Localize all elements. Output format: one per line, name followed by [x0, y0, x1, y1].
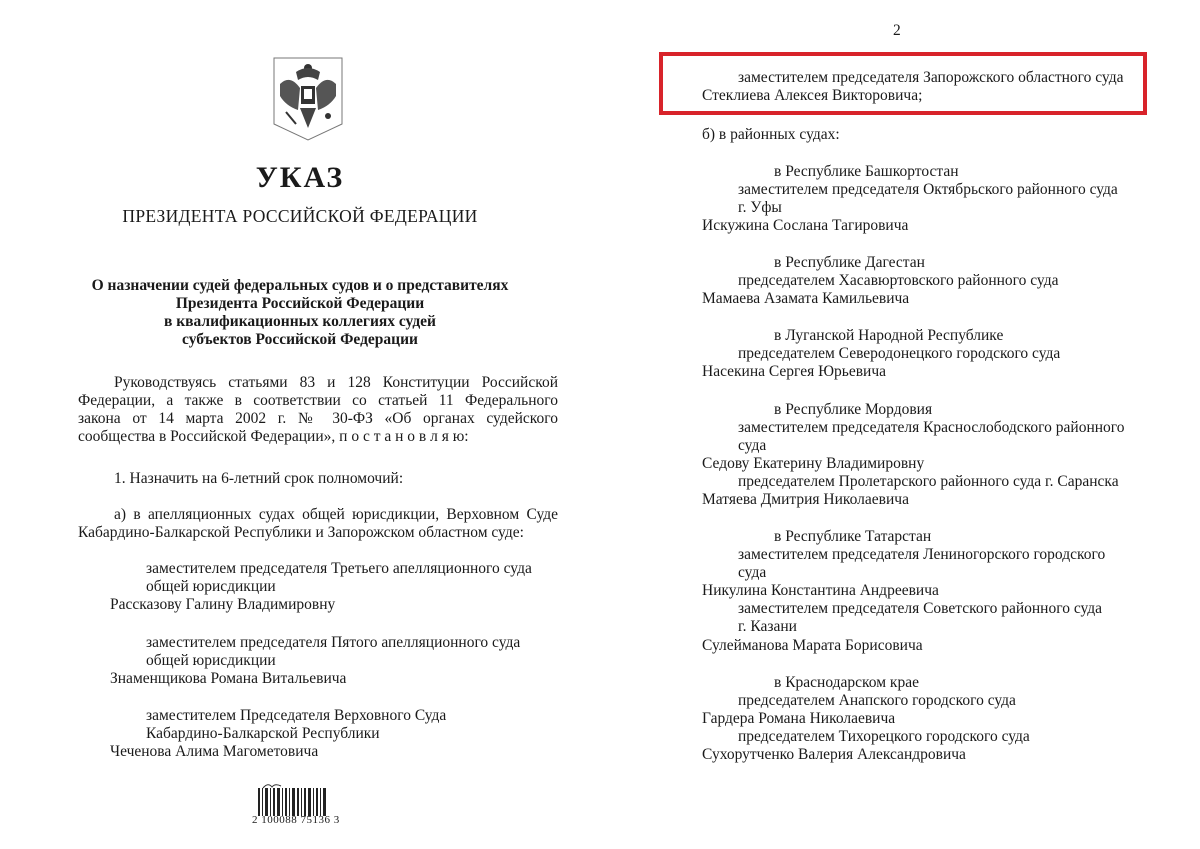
appointee-name: Сулейманова Марата Борисовича [702, 637, 923, 654]
appointment-position: суда [738, 437, 767, 454]
decree-subject-line: Президента Российской Федерации [175, 295, 425, 312]
appointment-position: председателем Северодонецкого городского суда [738, 345, 1061, 362]
region-heading: в Республике Татарстан [774, 528, 932, 545]
preamble-line: Руководствуясь статьями 83 и 128 Конституции Российской [114, 374, 558, 391]
appointee-name: Седову Екатерину Владимировну [702, 455, 925, 472]
appointment-position: г. Казани [738, 618, 797, 635]
appointment-position: суда [738, 564, 767, 581]
preamble-line: закона от 14 марта 2002 г. № 30-ФЗ «Об органах судейского [78, 410, 558, 427]
coat-of-arms-icon [268, 54, 348, 144]
appointment-position: заместителем председателя Лениногорского городского [738, 546, 1106, 563]
item-a-line: Кабардино-Балкарской Республики и Запорожском областном суде: [78, 524, 524, 541]
preamble-line: Федерации, а также в соответствии со статьей 11 Федерального [78, 392, 558, 409]
item-b: б) в районных судах: [702, 126, 840, 143]
decree-subject-line: О назначении судей федеральных судов и о представителях [91, 277, 509, 294]
appointment-position: заместителем Председателя Верховного Суда [146, 707, 447, 724]
appointee-name: Сухорутченко Валерия Александровича [702, 746, 966, 763]
appointee-name: Искужина Сослана Тагировича [702, 217, 909, 234]
appointment-position: заместителем председателя Советского районного суда [738, 600, 1103, 617]
appointee-name: Мамаева Азамата Камильевича [702, 290, 910, 307]
decree-subheading: ПРЕЗИДЕНТА РОССИЙСКОЙ ФЕДЕРАЦИИ [122, 206, 478, 226]
appointment-position: г. Уфы [738, 199, 782, 216]
highlighted-position: заместителем председателя Запорожского областного суда [738, 69, 1124, 86]
appointee-name: Рассказову Галину Владимировну [110, 596, 336, 613]
appointment-position: Кабардино-Балкарской Республики [146, 725, 380, 742]
region-heading: в Луганской Народной Республике [774, 327, 1004, 344]
decree-subject-line: в квалификационных коллегиях судей [164, 313, 436, 330]
region-heading: в Республике Мордовия [774, 401, 933, 418]
decree-subject-line: субъектов Российской Федерации [182, 331, 418, 348]
appointment-position: заместителем председателя Октябрьского районного суда [738, 181, 1118, 198]
appointment-position: председателем Хасавюртовского районного суда [738, 272, 1059, 289]
appointment-position: общей юрисдикции [146, 652, 276, 669]
appointee-name: Никулина Константина Андреевича [702, 582, 939, 599]
appointment-position: председателем Пролетарского районного суда г. Саранска [738, 473, 1119, 490]
appointee-name: Матяева Дмитрия Николаевича [702, 491, 909, 508]
appointee-name: Чеченова Алима Магометовича [110, 743, 319, 760]
appointment-position: председателем Тихорецкого городского суда [738, 728, 1030, 745]
item-1: 1. Назначить на 6-летний срок полномочий: [114, 470, 404, 487]
preamble-line: сообщества в Российской Федерации», п о с т а н о в л я ю: [78, 428, 469, 445]
region-heading: в Республике Дагестан [774, 254, 925, 271]
decree-heading: УКАЗ [255, 161, 345, 194]
region-heading: в Краснодарском крае [774, 674, 919, 691]
appointment-position: председателем Анапского городского суда [738, 692, 1016, 709]
appointment-position: заместителем председателя Третьего апелляционного суда [146, 560, 532, 577]
barcode-number: 2 100088 75136 3 [252, 814, 340, 826]
appointee-name: Гардера Романа Николаевича [702, 710, 896, 727]
decree-page-2 [600, 0, 1200, 849]
item-a-line: а) в апелляционных судах общей юрисдикции, Верховном Суде [114, 506, 558, 523]
appointment-position: заместителем председателя Пятого апелляционного суда [146, 634, 521, 651]
page-number: 2 [893, 22, 901, 39]
appointee-name: Насекина Сергея Юрьевича [702, 363, 887, 380]
region-heading: в Республике Башкортостан [774, 163, 959, 180]
appointee-name: Знаменщикова Романа Витальевича [110, 670, 347, 687]
highlighted-name: Стеклиева Алексея Викторовича; [702, 87, 923, 104]
appointment-position: общей юрисдикции [146, 578, 276, 595]
appointment-position: заместителем председателя Краснослободского районного [738, 419, 1125, 436]
